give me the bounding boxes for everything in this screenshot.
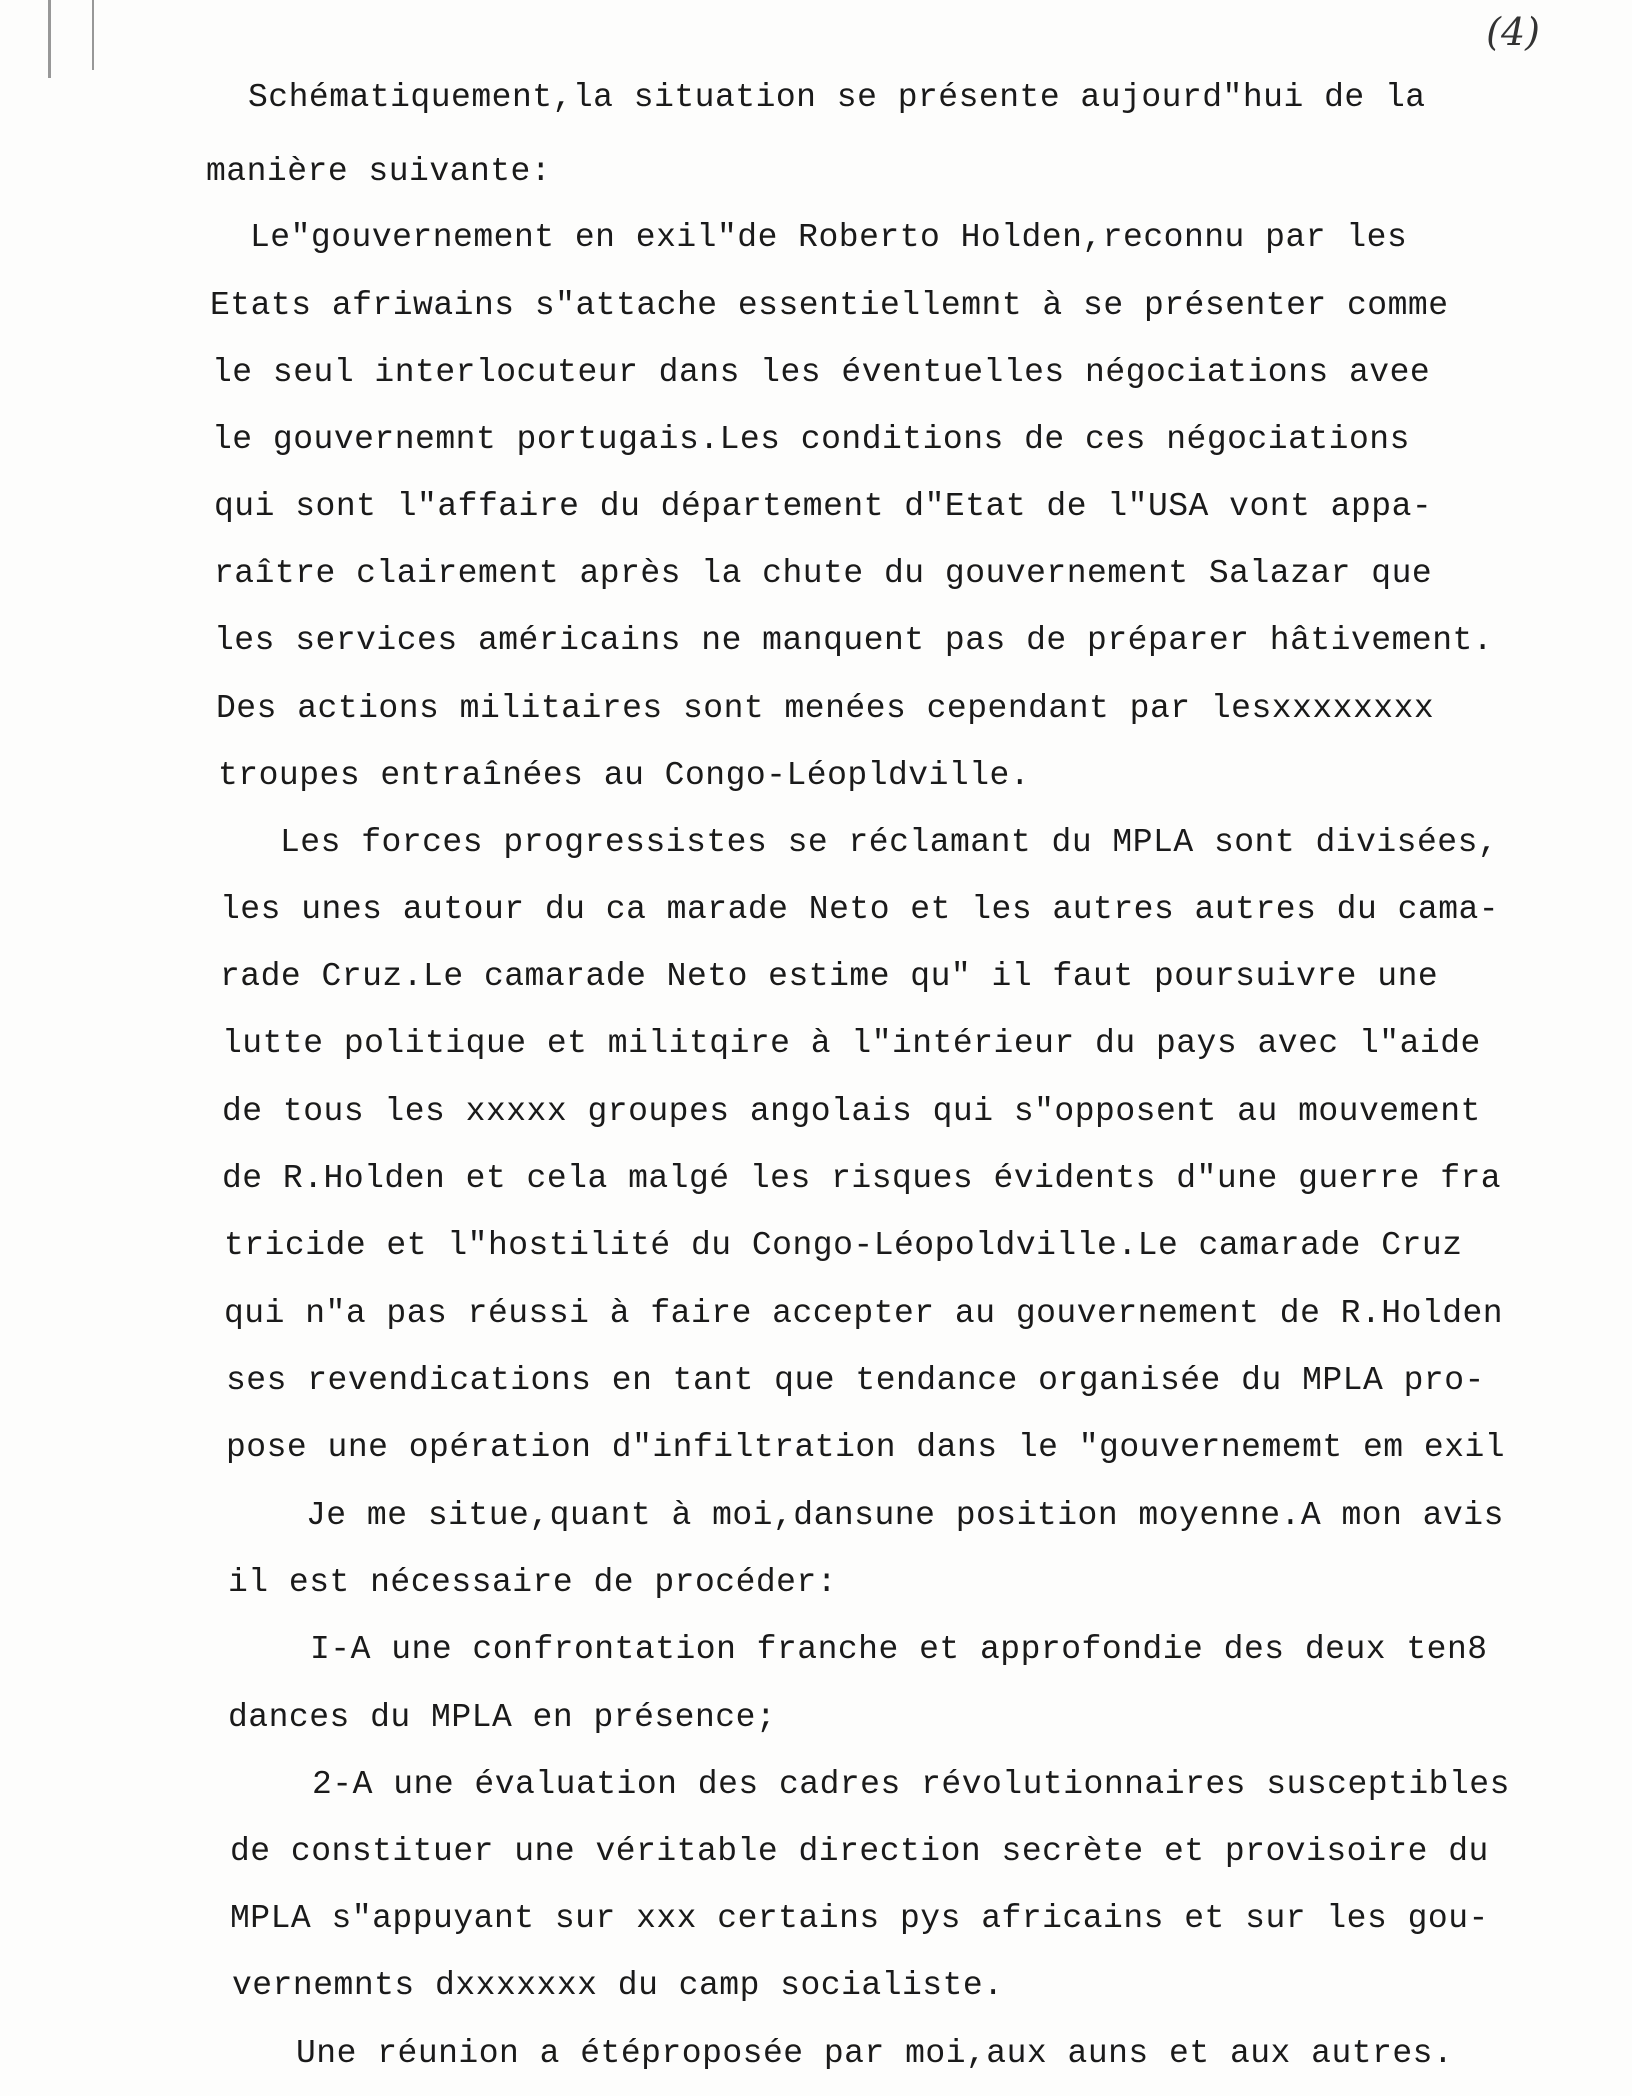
text-line: Des actions militaires sont menées cependant par lesxxxxxxxx — [216, 690, 1435, 727]
text-line: rade Cruz.Le camarade Neto estime qu" il faut poursuivre une — [220, 958, 1439, 995]
text-line: Le"gouvernement en exil"de Roberto Holden,reconnu par les — [250, 219, 1408, 256]
text-line: MPLA s"appuyant sur xxx certains pys africains et sur les gou- — [230, 1900, 1489, 1937]
text-line: troupes entraînées au Congo-Léopldville. — [218, 757, 1031, 794]
margin-mark — [48, 0, 51, 78]
text-line: Schématiquement,la situation se présente aujourd"hui de la — [248, 79, 1426, 116]
text-line: il est nécessaire de procéder: — [228, 1564, 838, 1601]
text-line: qui sont l"affaire du département d"Etat de l"USA vont appa- — [214, 488, 1433, 525]
text-line: raître clairement après la chute du gouvernement Salazar que — [214, 555, 1433, 592]
text-line: 2-A une évaluation des cadres révolutionnaires susceptibles — [312, 1766, 1510, 1803]
text-line: les services américains ne manquent pas de préparer hâtivement. — [214, 622, 1494, 659]
text-line: Une réunion a étéproposée par moi,aux auns et aux autres. — [296, 2035, 1454, 2072]
text-line: dances du MPLA en présence; — [228, 1699, 777, 1736]
text-line: Etats afriwains s"attache essentiellemnt à se présenter comme — [210, 287, 1449, 324]
text-line: tricide et l"hostilité du Congo-Léopoldville.Le camarade Cruz — [224, 1227, 1463, 1264]
text-line: manière suivante: — [206, 153, 552, 190]
text-line: de constituer une véritable direction secrète et provisoire du — [230, 1833, 1489, 1870]
text-line: ses revendications en tant que tendance organisée du MPLA pro- — [226, 1362, 1485, 1399]
text-line: pose une opération d"infiltration dans le "gouvernememt em exil — [226, 1429, 1506, 1466]
text-line: I-A une confrontation franche et approfondie des deux ten8 — [310, 1631, 1488, 1668]
page-number: (4) — [1486, 10, 1540, 54]
text-line: vernemnts dxxxxxxx du camp socialiste. — [232, 1967, 1004, 2004]
text-line: Les forces progressistes se réclamant du MPLA sont divisées, — [280, 824, 1499, 861]
text-line: qui n"a pas réussi à faire accepter au gouvernement de R.Holden — [224, 1295, 1504, 1332]
margin-mark — [92, 0, 94, 70]
text-line: de tous les xxxxx groupes angolais qui s"opposent au mouvement — [222, 1093, 1481, 1130]
text-line: le seul interlocuteur dans les éventuelles négociations avee — [212, 354, 1431, 391]
text-line: de R.Holden et cela malgé les risques évidents d"une guerre fra — [222, 1160, 1502, 1197]
text-line: le gouvernemnt portugais.Les conditions de ces négociations — [212, 421, 1410, 458]
text-line: lutte politique et militqire à l"intérieur du pays avec l"aide — [222, 1025, 1481, 1062]
text-line: les unes autour du ca marade Neto et les autres autres du cama- — [220, 891, 1500, 928]
text-line: Je me situe,quant à moi,dansune position moyenne.A mon avis — [306, 1497, 1504, 1534]
